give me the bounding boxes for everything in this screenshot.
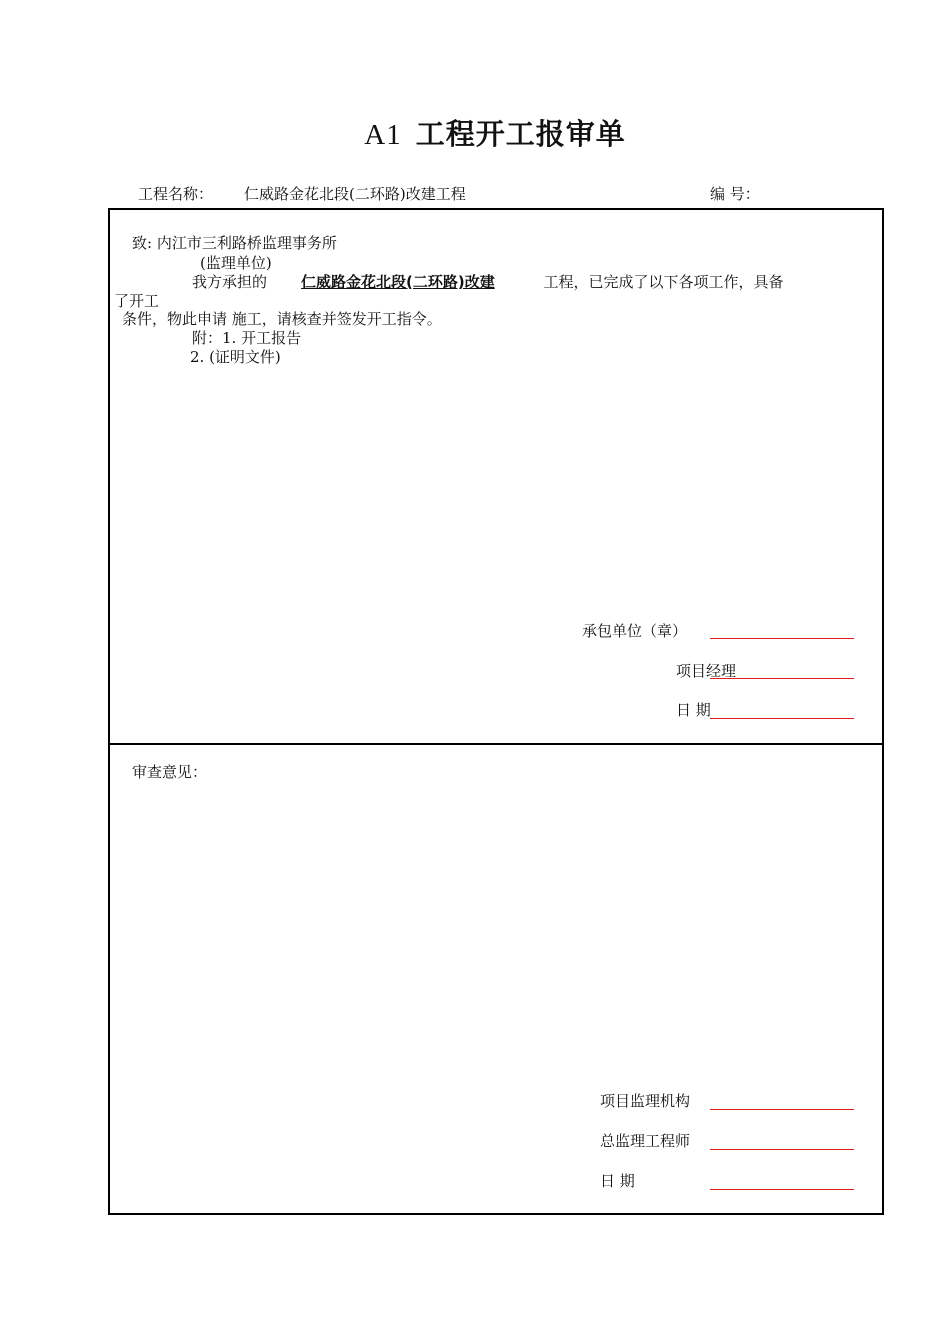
project-name-label: 工程名称： <box>138 185 214 203</box>
line1-suffix: 工程，已完成了以下各项工作，具备 <box>538 273 784 291</box>
application-line-2: 条件，物此申请 施工，请核查并签发开工指令。 <box>122 310 442 328</box>
review-opinion-label: 审查意见： <box>132 763 208 781</box>
to-unit: 内江市三利路桥监理事务所 <box>156 234 337 252</box>
contractor-signature-line <box>710 638 854 639</box>
to-label: 致: <box>132 234 153 252</box>
attachment-2: 2. (证明文件) <box>190 348 281 366</box>
contractor-label: 承包单位（章） <box>582 622 688 640</box>
review-date-label: 日 期 <box>600 1172 635 1190</box>
line1-prefix: 我方承担的 <box>192 273 268 291</box>
review-date-line <box>710 1189 854 1190</box>
supervision-org-label: 项目监理机构 <box>600 1092 691 1110</box>
form-code: A1 <box>364 119 402 151</box>
application-line-1 <box>192 271 784 292</box>
application-date-label: 日 期 <box>676 701 711 719</box>
application-section <box>108 208 884 745</box>
supervision-org-signature-line <box>710 1109 854 1110</box>
chief-engineer-signature-line <box>710 1149 854 1150</box>
form-title <box>0 112 950 153</box>
form-title-text: 工程开工报审单 <box>415 117 626 151</box>
chief-engineer-label: 总监理工程师 <box>600 1132 691 1150</box>
addressee <box>132 232 337 253</box>
review-section <box>108 743 884 1215</box>
number-label: 编 号： <box>710 185 760 203</box>
application-line-1-wrap: 了开工 <box>114 292 160 310</box>
application-date-line <box>710 718 854 719</box>
manager-label: 项目经理 <box>676 662 737 680</box>
line1-project: 仁威路金花北段(二环路)改建 <box>301 273 495 291</box>
project-name-value: 仁威路金花北段(二环路)改建工程 <box>244 185 466 203</box>
manager-signature-line <box>710 678 854 679</box>
supervision-unit-note: (监理单位) <box>200 254 272 272</box>
attachment-1: 附：1. 开工报告 <box>192 329 302 347</box>
